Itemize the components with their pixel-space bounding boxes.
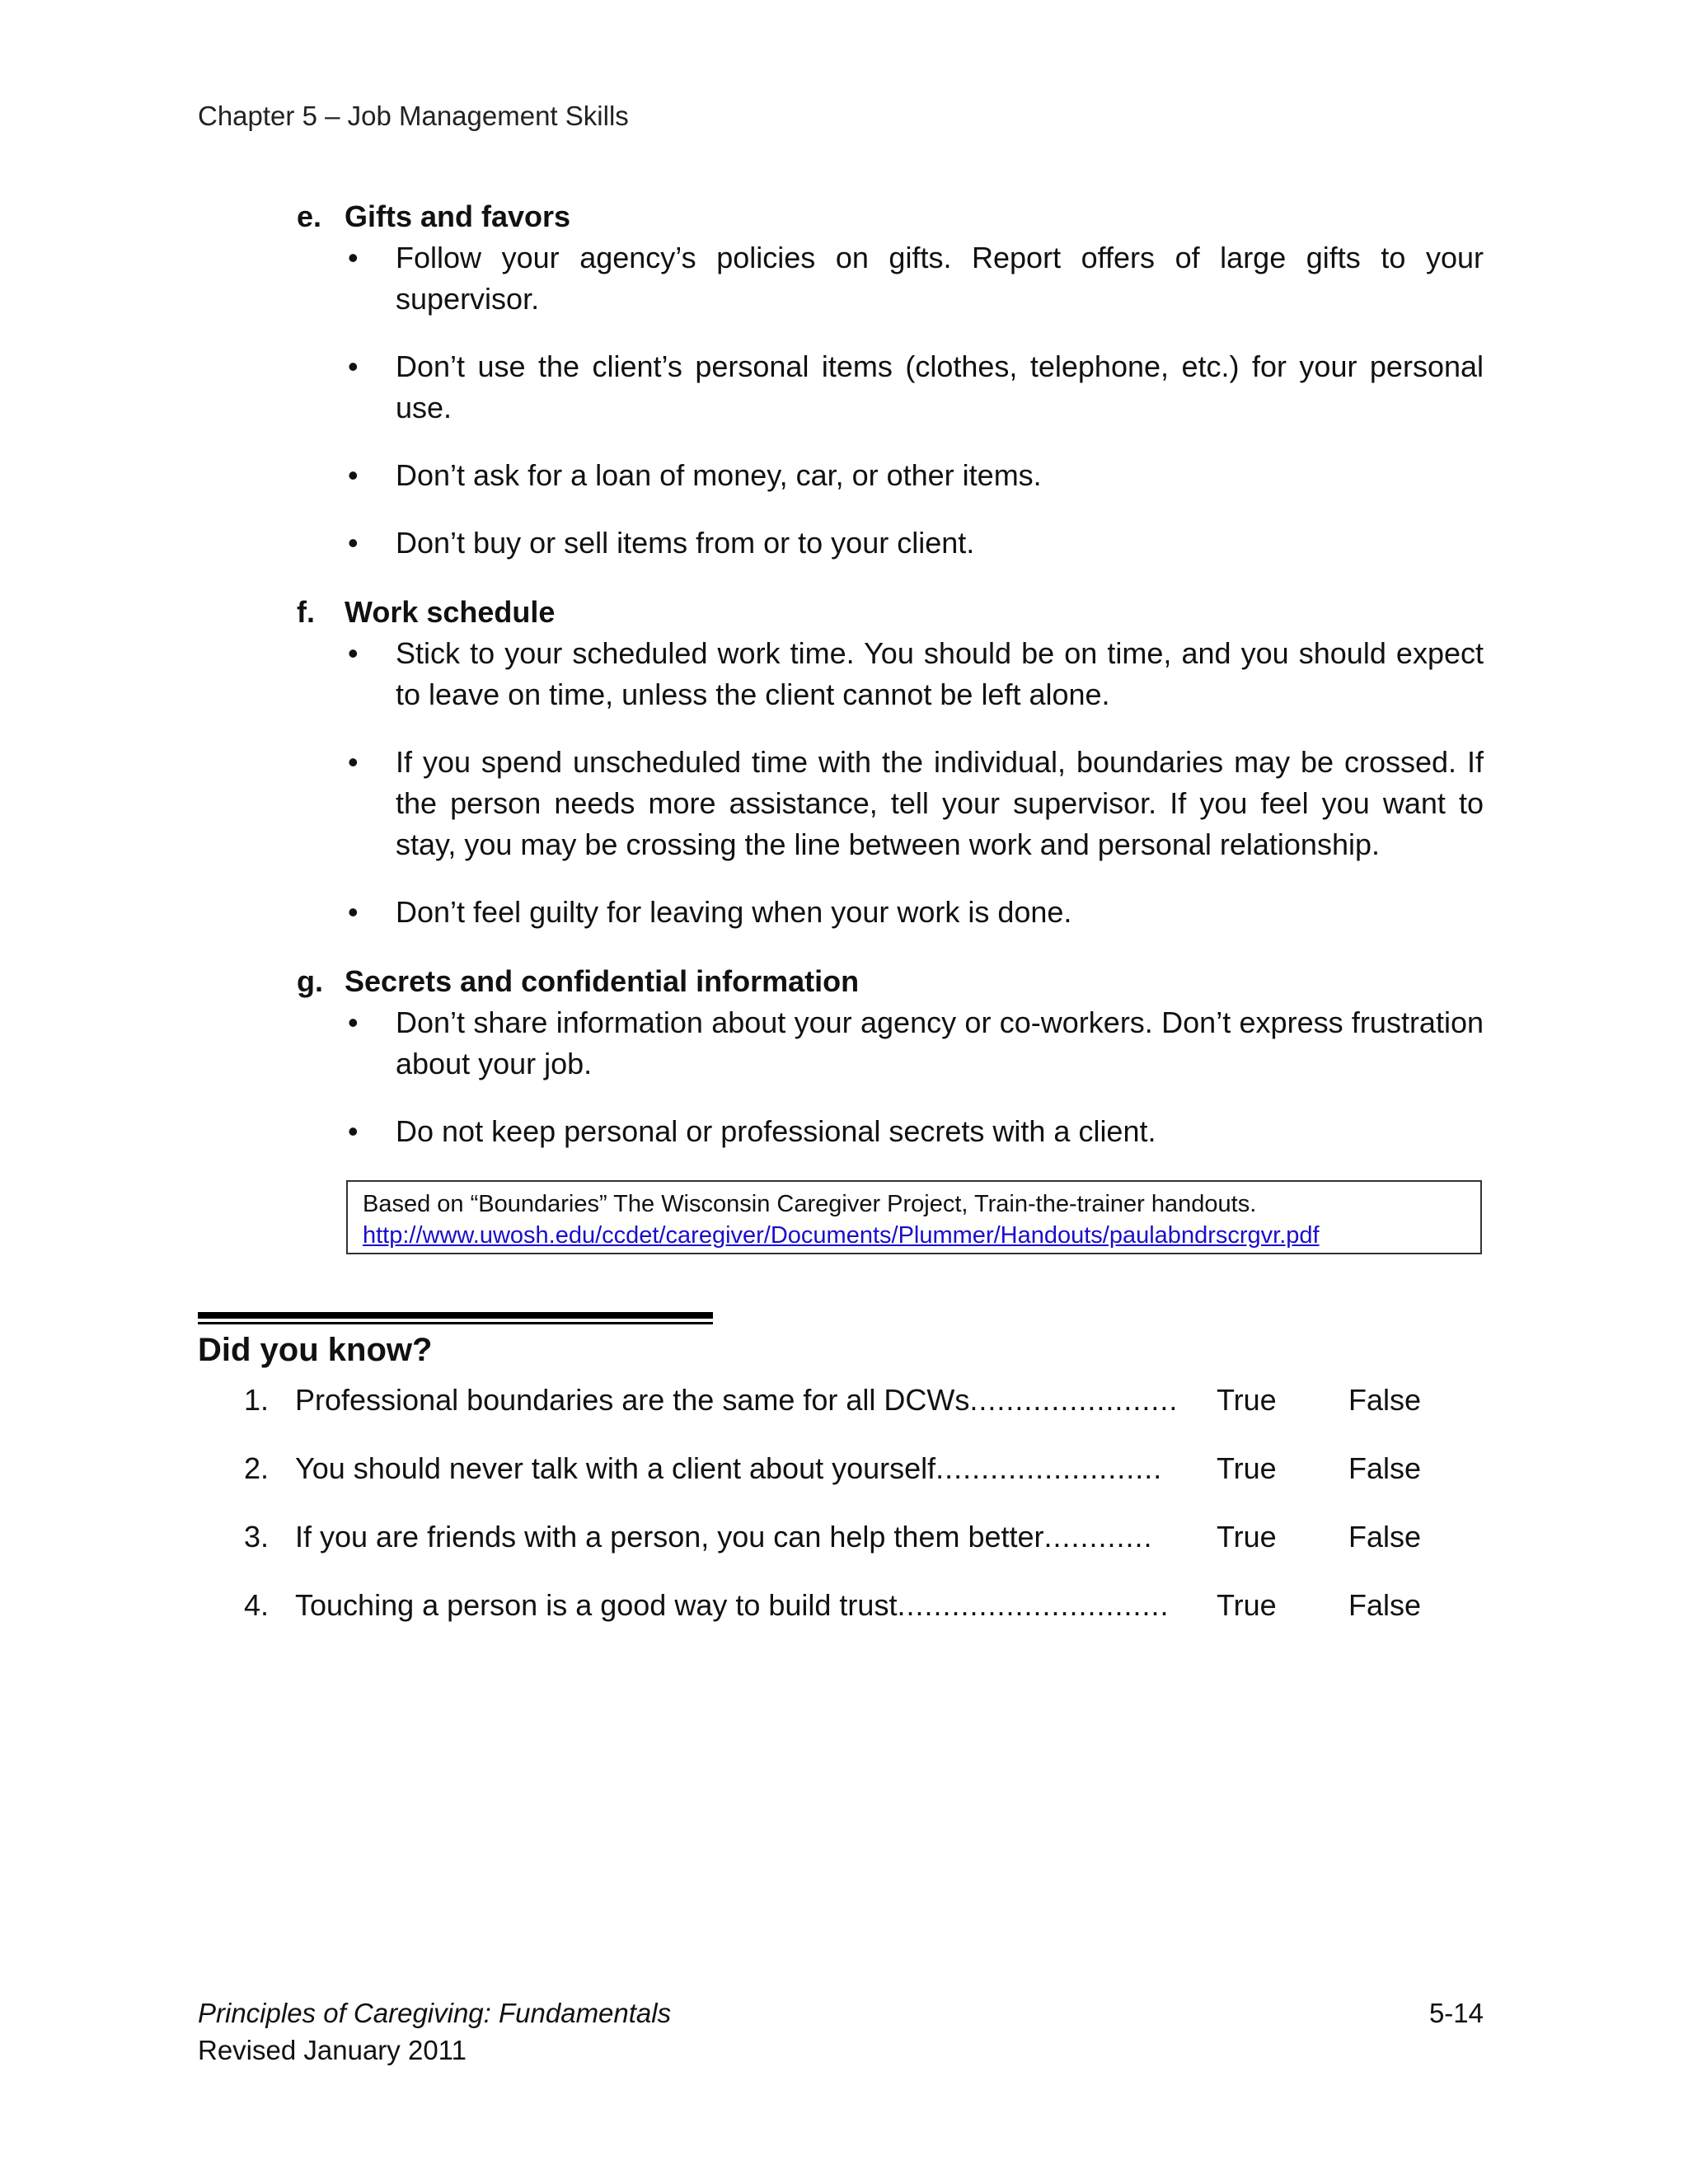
question-number: 1. [244, 1383, 270, 1417]
quiz-question [244, 1380, 1464, 1421]
section-title: Gifts and favors [345, 199, 571, 233]
bullet-text: Stick to your scheduled work time. You should be on time, and you should expect to leave on time, unless the client cannot be left alone. [396, 636, 1484, 711]
section-heading [297, 961, 1484, 1002]
question-statement: You should never talk with a client about yourself [295, 1451, 936, 1485]
bullet-text: Do not keep personal or professional secrets with a client. [396, 1114, 1156, 1148]
dot-leader: ......................... [935, 1451, 1163, 1485]
bullet-text: Don’t feel guilty for leaving when your work is done. [396, 895, 1072, 929]
bullet-icon: • [348, 1114, 359, 1148]
bullet-text: If you spend unscheduled time with the individual, boundaries may be crossed. If the person needs more assistance, tell your supervisor. If you feel you want to stay, you may be crossing the line between work and personal relationship. [396, 745, 1484, 861]
bullet-text: Don’t share information about your agency or co-workers. Don’t express frustration about your job. [396, 1005, 1484, 1080]
footer-revised: Revised January 2011 [198, 2035, 467, 2065]
bullet-icon: • [348, 636, 359, 670]
bullet-icon: • [348, 895, 359, 929]
source-text: Based on “Boundaries” The Wisconsin Caregiver Project, Train-the-trainer handouts. [363, 1191, 1257, 1217]
question-statement: If you are friends with a person, you can help them better [295, 1520, 1044, 1554]
bullet-icon: • [348, 349, 359, 383]
did-you-know-title: Did you know? [198, 1332, 433, 1368]
bullet-list [297, 1002, 1484, 1152]
false-option[interactable]: False [1348, 1520, 1422, 1554]
list-item [297, 237, 1484, 320]
bullet-text: Don’t buy or sell items from or to your client. [396, 526, 975, 560]
question-number: 3. [244, 1520, 270, 1554]
list-item [297, 1111, 1484, 1152]
true-option[interactable]: True [1217, 1520, 1277, 1554]
question-number: 4. [244, 1588, 270, 1622]
dot-leader: .............................. [897, 1588, 1170, 1622]
list-item [297, 892, 1484, 933]
list-item [297, 742, 1484, 865]
bullet-icon: • [348, 1005, 359, 1039]
page-footer [198, 1994, 1484, 2069]
section-work-schedule [297, 592, 1484, 933]
quiz-question [244, 1516, 1464, 1558]
bullet-text: Don’t use the client’s personal items (clothes, telephone, etc.) for your personal use. [396, 349, 1484, 424]
source-link[interactable]: http://www.uwosh.edu/ccdet/caregiver/Documents/Plummer/Handouts/paulabndrscrgvr.pdf [363, 1222, 1320, 1249]
true-false-quiz [244, 1380, 1464, 1653]
bullet-icon: • [348, 241, 359, 274]
bullet-icon: • [348, 745, 359, 779]
false-option[interactable]: False [1348, 1588, 1422, 1622]
bullet-text: Don’t ask for a loan of money, car, or other items. [396, 458, 1042, 492]
question-statement: Touching a person is a good way to build trust [295, 1588, 898, 1622]
bullet-icon: • [348, 458, 359, 492]
section-heading [297, 592, 1484, 633]
running-head: Chapter 5 – Job Management Skills [198, 101, 629, 131]
quiz-question [244, 1448, 1464, 1489]
dot-leader: ............ [1043, 1520, 1153, 1554]
true-option[interactable]: True [1217, 1383, 1277, 1417]
section-letter: g. [297, 964, 323, 998]
false-option[interactable]: False [1348, 1451, 1422, 1485]
dot-leader: ....................... [969, 1383, 1179, 1417]
section-divider [198, 1312, 713, 1319]
question-text [295, 1585, 1179, 1626]
bullet-list [297, 237, 1484, 564]
section-title: Work schedule [345, 595, 556, 629]
section-gifts-and-favors [297, 196, 1484, 564]
section-secrets [297, 961, 1484, 1152]
footer-book-title: Principles of Caregiving: Fundamentals [198, 1998, 672, 2028]
question-text [295, 1448, 1179, 1489]
list-item [297, 1002, 1484, 1085]
true-option[interactable]: True [1217, 1588, 1277, 1622]
bullet-list [297, 633, 1484, 933]
list-item [297, 633, 1484, 715]
section-heading [297, 196, 1484, 237]
quiz-question [244, 1585, 1464, 1626]
question-text [295, 1516, 1179, 1558]
page-number: 5-14 [1428, 1998, 1484, 2028]
false-option[interactable]: False [1348, 1383, 1422, 1417]
list-item [297, 346, 1484, 429]
list-item [297, 523, 1484, 564]
section-letter: e. [297, 199, 322, 233]
section-title: Secrets and confidential information [345, 964, 860, 998]
bullet-text: Follow your agency’s policies on gifts. Report offers of large gifts to your supervisor. [396, 241, 1484, 316]
bullet-icon: • [348, 526, 359, 560]
list-item [297, 455, 1484, 496]
source-citation-box [346, 1180, 1482, 1254]
question-text [295, 1380, 1179, 1421]
question-statement: Professional boundaries are the same for all DCWs [295, 1383, 970, 1417]
section-divider-thin [198, 1322, 713, 1324]
section-letter: f. [297, 595, 315, 629]
true-option[interactable]: True [1217, 1451, 1277, 1485]
question-number: 2. [244, 1451, 270, 1485]
